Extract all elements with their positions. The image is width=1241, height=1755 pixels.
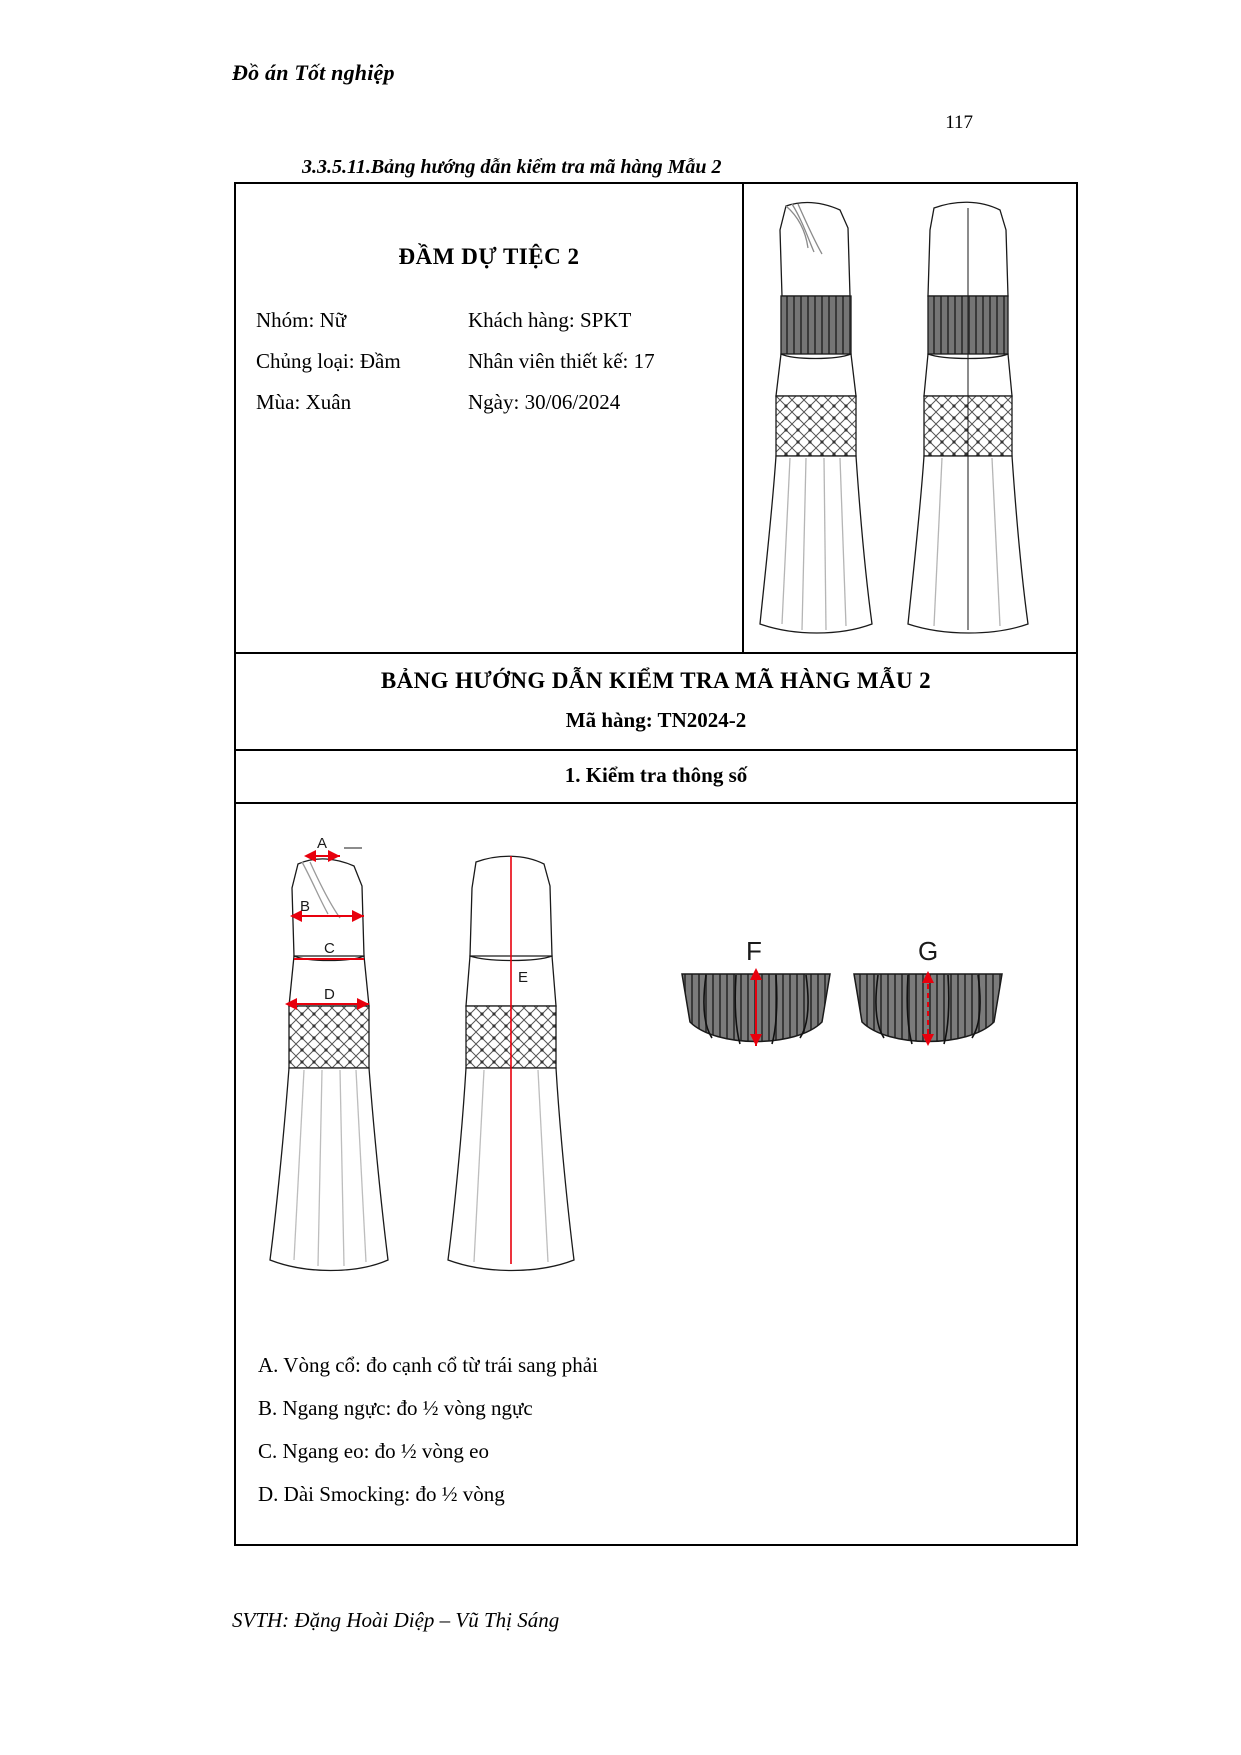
band-title: BẢNG HƯỚNG DẪN KIỂM TRA MÃ HÀNG MẪU 2 <box>380 668 932 693</box>
subsection-title: 1. Kiểm tra thông số <box>236 751 1076 804</box>
label-d: D <box>324 986 335 1003</box>
dress-front-view <box>760 203 872 633</box>
info-row <box>256 300 742 341</box>
technical-sketch-cell <box>744 184 1076 654</box>
legend-item: A. Vòng cổ: đo cạnh cổ từ trái sang phải <box>258 1353 598 1377</box>
dress-sketch-front-back <box>744 184 1076 652</box>
info-value: Nhân viên thiết kế: 17 <box>468 348 655 373</box>
page-footer: SVTH: Đặng Hoài Diệp – Vũ Thị Sáng <box>232 1608 560 1632</box>
dress-back-view <box>908 202 1028 633</box>
info-label: Mùa: Xuân <box>256 389 352 414</box>
info-value: Khách hàng: SPKT <box>468 308 632 332</box>
product-info-grid <box>236 300 742 423</box>
section-heading: 3.3.5.11.Bảng hướng dẫn kiểm tra mã hàng Mẫu 2 <box>302 156 722 178</box>
spec-area <box>236 804 1076 1544</box>
legend-item: D. Dài Smocking: đo ½ vòng <box>258 1482 505 1507</box>
info-label: Chủng loại: Đầm <box>256 348 401 373</box>
spec-front-view <box>270 859 388 1271</box>
label-b: B <box>300 898 311 915</box>
info-row <box>256 382 742 423</box>
legend-item: C. Ngang eo: đo ½ vòng eo <box>258 1439 489 1464</box>
label-e: E <box>518 969 529 986</box>
band-code: Mã hàng: TN2024-2 <box>565 708 747 732</box>
measurement-legend <box>236 1344 1076 1516</box>
measurement-figures <box>236 804 1076 1344</box>
info-value: Ngày: 30/06/2024 <box>468 389 621 414</box>
corset-detail-f <box>682 936 830 1046</box>
inspection-table <box>234 182 1078 1546</box>
measurement-diagram <box>236 804 1076 1344</box>
table-row <box>236 184 1076 654</box>
band-title-cell <box>236 654 1076 751</box>
label-c: C <box>324 940 335 957</box>
info-row <box>256 341 742 382</box>
corset-detail-g <box>854 936 1002 1046</box>
legend-item: B. Ngang ngực: đo ½ vòng ngực <box>258 1396 533 1421</box>
page-number: 117 <box>945 112 973 133</box>
running-header: Đồ án Tốt nghiệp <box>232 60 395 85</box>
product-title: ĐẦM DỰ TIỆC 2 <box>398 244 580 269</box>
label-g: G <box>918 936 939 966</box>
label-a: A <box>317 835 328 852</box>
label-f: F <box>746 936 762 966</box>
product-info-cell <box>236 184 744 654</box>
info-label: Nhóm: Nữ <box>256 308 347 332</box>
